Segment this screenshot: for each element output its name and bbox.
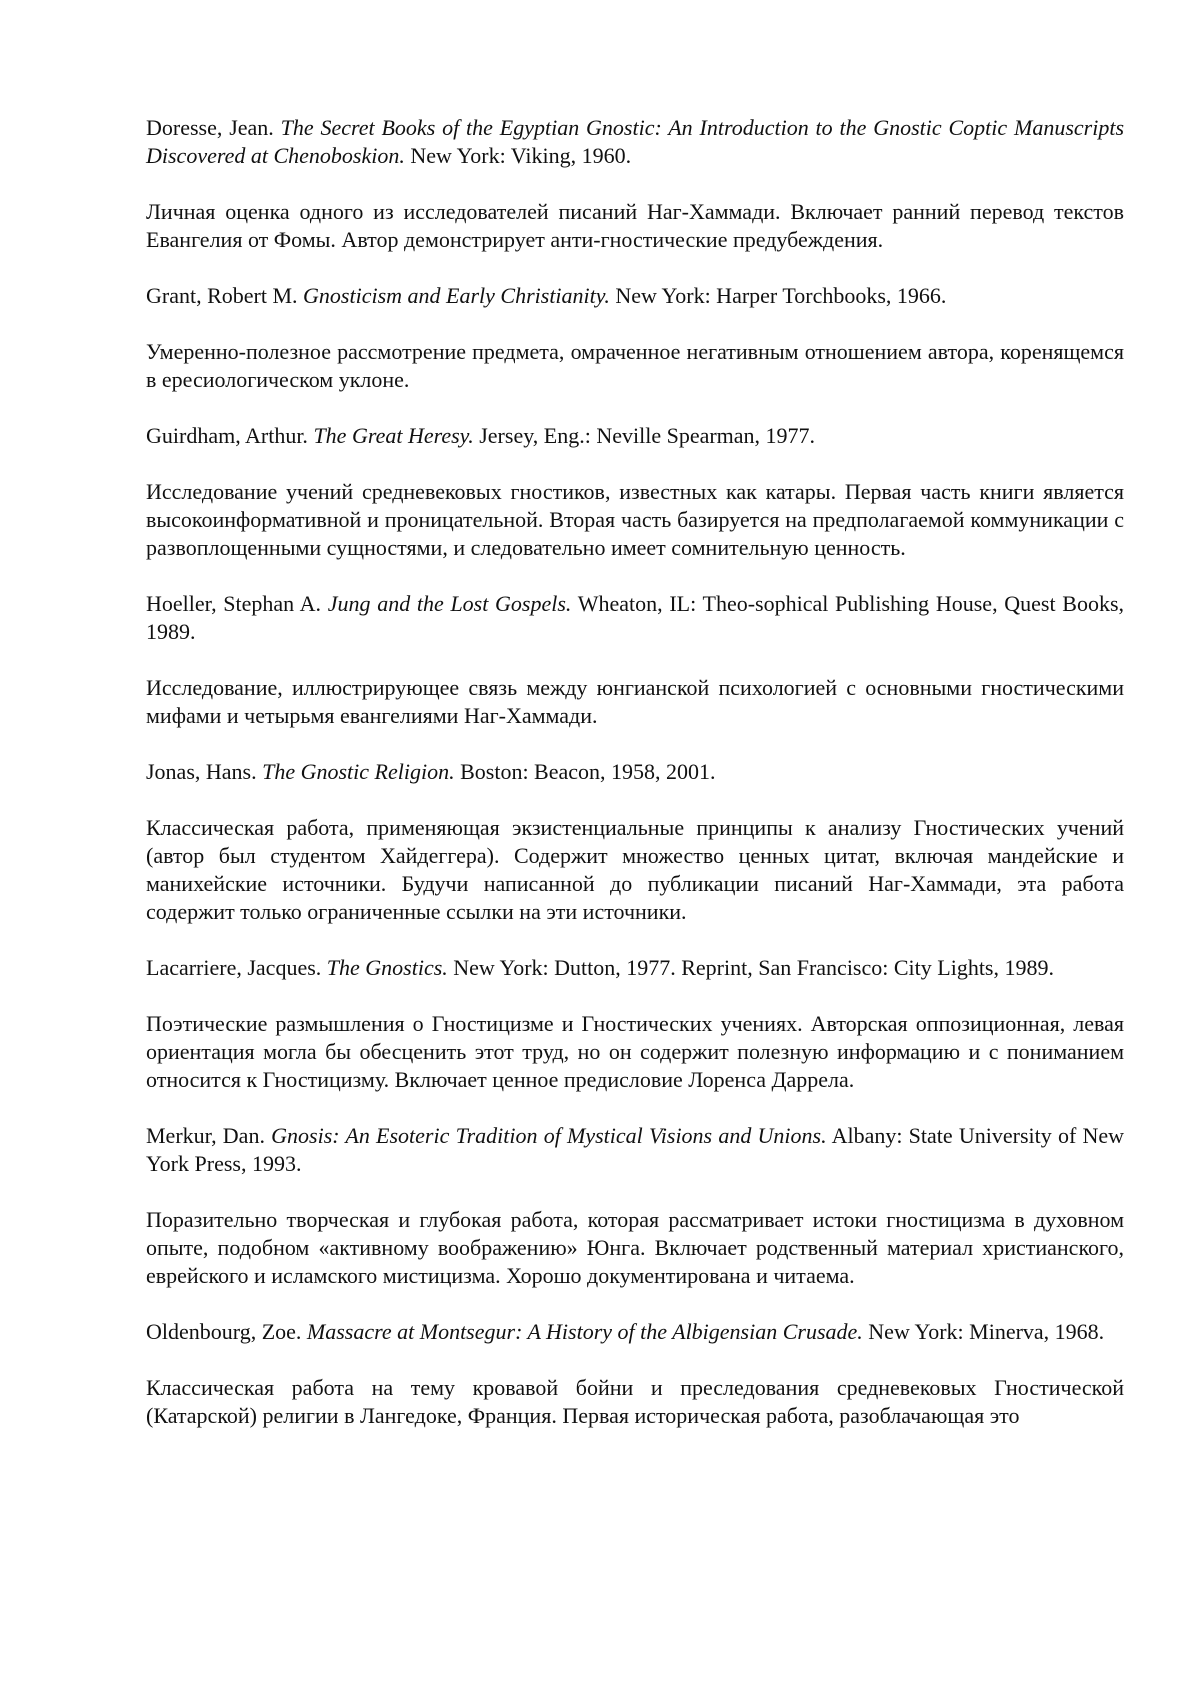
citation-author: Guirdham, Arthur. xyxy=(146,423,308,448)
citation xyxy=(146,954,1124,982)
citation-author: Jonas, Hans. xyxy=(146,759,257,784)
citation xyxy=(146,1122,1124,1178)
citation xyxy=(146,590,1124,646)
citation-publication: Boston: Beacon, 1958, 2001. xyxy=(460,759,716,784)
citation-author: Grant, Robert M. xyxy=(146,283,298,308)
citation xyxy=(146,1318,1124,1346)
bibliography-entry xyxy=(146,422,1124,562)
citation-publication: New York: Harper Torchbooks, 1966. xyxy=(615,283,947,308)
citation-title: Massacre at Montsegur: A History of the Albigensian Crusade. xyxy=(306,1319,863,1344)
bibliography-entry xyxy=(146,758,1124,926)
citation-publication: Wheaton, IL: Theo-sophical Publishing House, Quest Books, 1989. xyxy=(146,591,1125,644)
citation-title: The Great Heresy. xyxy=(313,423,474,448)
citation-title: The Gnostic Religion. xyxy=(262,759,455,784)
citation-publication: New York: Minerva, 1968. xyxy=(868,1319,1105,1344)
annotation: Умеренно-полезное рассмотрение предмета, омраченное негативным отношением автора, коренящемся в ересиологическом уклоне. xyxy=(146,339,1124,392)
citation-publication: Albany: State University of New York Press, 1993. xyxy=(146,1123,1125,1176)
citation-title: Gnosis: An Esoteric Tradition of Mystical Visions and Unions. xyxy=(271,1123,827,1148)
annotation: Классическая работа, применяющая экзистенциальные принципы к анализу Гностических учений (автор был студентом Хайдеггера). Содержит множество ценных цитат, включая мандейские и манихейские источники. Будучи написанной до публикации писаний Наг-Хаммади, эта работа содержит только ограниченные ссылки на эти источники. xyxy=(146,815,1124,924)
annotation: Исследование учений средневековых гностиков, известных как катары. Первая часть книги является высокоинформативной и проницательной. Вторая часть базируется на предполагаемой коммуникации с развоплощенными сущностями, и следовательно имеет сомнительную ценность. xyxy=(146,479,1124,560)
citation xyxy=(146,758,1124,786)
citation-author: Doresse, Jean. xyxy=(146,115,274,140)
bibliography-entry xyxy=(146,590,1124,730)
bibliography-entry xyxy=(146,954,1124,1094)
annotation: Личная оценка одного из исследователей писаний Наг-Хаммади. Включает ранний перевод текстов Евангелия от Фомы. Автор демонстрирует анти-гностические предубеждения. xyxy=(146,199,1124,252)
citation xyxy=(146,114,1124,170)
bibliography-entry xyxy=(146,1122,1124,1290)
bibliography-entry xyxy=(146,1318,1124,1430)
citation-author: Merkur, Dan. xyxy=(146,1123,265,1148)
annotation: Классическая работа на тему кровавой бойни и преследования средневековых Гностической (Катарской) религии в Лангедоке, Франция. Первая историческая работа, разоблачающая это xyxy=(146,1375,1124,1428)
citation-author: Oldenbourg, Zoe. xyxy=(146,1319,302,1344)
citation-title: Jung and the Lost Gospels. xyxy=(327,591,572,616)
annotation: Поразительно творческая и глубокая работа, которая рассматривает истоки гностицизма в духовном опыте, подобном «активному воображению» Юнга. Включает родственный материал христианского, еврейского и исламского мистицизма. Хорошо документирована и читаема. xyxy=(146,1207,1124,1288)
citation-publication: Jersey, Eng.: Neville Spearman, 1977. xyxy=(479,423,816,448)
citation-author: Lacarriere, Jacques. xyxy=(146,955,322,980)
bibliography-entry xyxy=(146,114,1124,254)
citation-author: Hoeller, Stephan A. xyxy=(146,591,322,616)
bibliography-entry xyxy=(146,282,1124,394)
citation xyxy=(146,282,1124,310)
citation-title: The Secret Books of the Egyptian Gnostic: An Introduction to the Gnostic Coptic Manuscripts Discovered at Chenoboskion. xyxy=(146,115,1125,168)
citation xyxy=(146,422,1124,450)
citation-publication: New York: Dutton, 1977. Reprint, San Francisco: City Lights, 1989. xyxy=(453,955,1054,980)
annotation: Исследование, иллюстрирующее связь между юнгианской психологией с основными гностическими мифами и четырьмя евангелиями Наг-Хаммади. xyxy=(146,675,1124,728)
citation-title: Gnosticism and Early Christianity. xyxy=(303,283,610,308)
citation-publication: New York: Viking, 1960. xyxy=(410,143,632,168)
bibliography-page xyxy=(146,114,1124,1458)
citation-title: The Gnostics. xyxy=(326,955,448,980)
annotation: Поэтические размышления о Гностицизме и Гностических учениях. Авторская оппозиционная, левая ориентация могла бы обесценить этот труд, но он содержит полезную информацию и с пониманием относится к Гностицизму. Включает ценное предисловие Лоренса Даррела. xyxy=(146,1011,1124,1092)
